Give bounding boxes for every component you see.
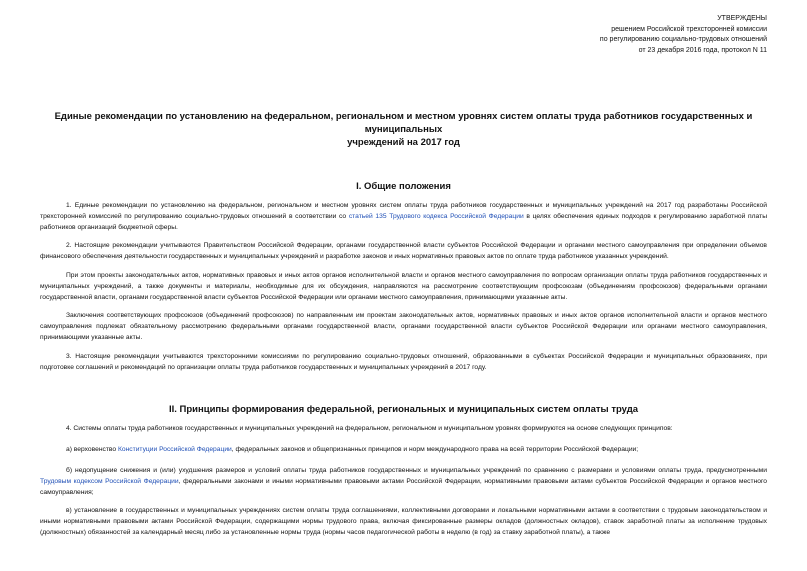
paragraph-c: в) установление в государственных и муниципальных учреждениях систем оплаты труда соглашениями, коллективными договорами и локальными нормативными актами в соответствии с трудовым законодательством и иными нормативными правовыми актами Российской Федерации, содержащими нормы трудового права, включая фиксированные размеры окладов (должностных окладов), ставок заработной платы за исполнение трудовых (должностных) обязанностей за календарный месяц либо за установленные нормы труда (нормы часов педагогической работы в неделю (в год) за ставку заработной платы), а также xyxy=(40,507,767,536)
article-135-link[interactable]: статьей 135 Трудового кодекса Российской Федерации xyxy=(348,213,524,220)
document-title xyxy=(40,110,767,149)
paragraph-6: 4. Системы оплаты труда работников государственных и муниципальных учреждений на федеральном, региональном и муниципальном уровнях формируются на основе следующих принципов: xyxy=(66,425,673,432)
section-1-heading: I. Общие положения xyxy=(356,181,451,192)
title-line: Единые рекомендации по установлению на федеральном, региональном и местном уровнях систем оплаты труда работников государственных и муниципальных xyxy=(54,111,753,135)
constitution-link[interactable]: Конституции Российской Федерации xyxy=(117,446,232,453)
approval-line: УТВЕРЖДЕНЫ xyxy=(717,15,767,22)
paragraph-4: Заключения соответствующих профсоюзов (объединений профсоюзов) по направленным им проектам законодательных актов, нормативных правовых и иных актов органов исполнительной власти и органов местного самоуправления подлежат обязательному рассмотрению федеральными органами государственной власти, органами государственной власти субъектов Российской Федерации или органами местного самоуправления, принимающими указанные акты. xyxy=(40,312,767,341)
paragraph-text: , федеральных законов и общепризнанных принципов и норм международного права на всей территории Российской Федерации; xyxy=(231,446,639,453)
labor-code-link[interactable]: Трудовым кодексом Российской Федерации xyxy=(40,478,179,485)
paragraph-text: , федеральными законами и иными нормативными правовыми актами Российской Федерации, нормативными правовыми актами субъектов Российской Федерации и органов местного самоуправления; xyxy=(40,478,768,496)
paragraph-1 xyxy=(40,200,767,233)
paragraph-text: 1. Единые рекомендации по установлению на федеральном, региональном и местном уровнях систем оплаты труда работников государственных и муниципальных учреждений на 2017 год разработаны Российской трехсторонней комиссией по регулированию социально-трудовых отношений в соответствии со xyxy=(40,202,767,220)
paragraph-a xyxy=(40,444,767,455)
paragraph-5: 3. Настоящие рекомендации учитываются трехсторонними комиссиями по регулированию социально-трудовых отношений, образованными в субъектах Российской Федерации и муниципальных образованиях, при подготовке соглашений и рекомендаций по организации оплаты труда работников государственных и муниципальных учреждений в 2017 году. xyxy=(40,353,767,371)
title-line: учреждений на 2017 год xyxy=(347,137,460,148)
approval-line: решением Российской трехсторонней комиссии xyxy=(611,25,767,33)
approval-stamp xyxy=(507,14,767,56)
paragraph-text: в целях обеспечения единых подходов к регулированию заработной платы работников организаций бюджетной сферы. xyxy=(40,213,767,231)
paragraph-b xyxy=(40,465,767,498)
paragraph-2: 2. Настоящие рекомендации учитываются Правительством Российской Федерации, органами государственной власти субъектов Российской Федерации и органами местного самоуправления при определении объемов финансового обеспечения деятельности государственных и муниципальных учреждений и разработке законов и иных нормативных правовых актов по оплате труда работников указанных учреждений. xyxy=(40,242,767,260)
paragraph-3: При этом проекты законодательных актов, нормативных правовых и иных актов органов исполнительной власти и органов местного самоуправления по вопросам организации оплаты труда работников государственных и муниципальных учреждений, а также документы и материалы, необходимые для их обсуждения, направляются на рассмотрение соответствующим профсоюзам (объединениям профсоюзов) федеральными органами государственной власти, органами государственной власти субъектов Российской Федерации или органами местного самоуправления, принимающими указанные акты. xyxy=(40,272,767,301)
section-2-heading: II. Принципы формирования федеральной, региональных и муниципальных систем оплаты труда xyxy=(168,404,639,415)
approval-line: по регулированию социально-трудовых отношений xyxy=(599,36,767,43)
paragraph-text: б) недопущение снижения и (или) ухудшения размеров и условий оплаты труда работников государственных и муниципальных учреждений по сравнению с размерами и условиями оплаты труда, предусмотренными xyxy=(66,467,767,474)
paragraph-text: а) верховенство xyxy=(66,446,118,453)
approval-line: от 23 декабря 2016 года, протокол N 11 xyxy=(638,46,767,54)
